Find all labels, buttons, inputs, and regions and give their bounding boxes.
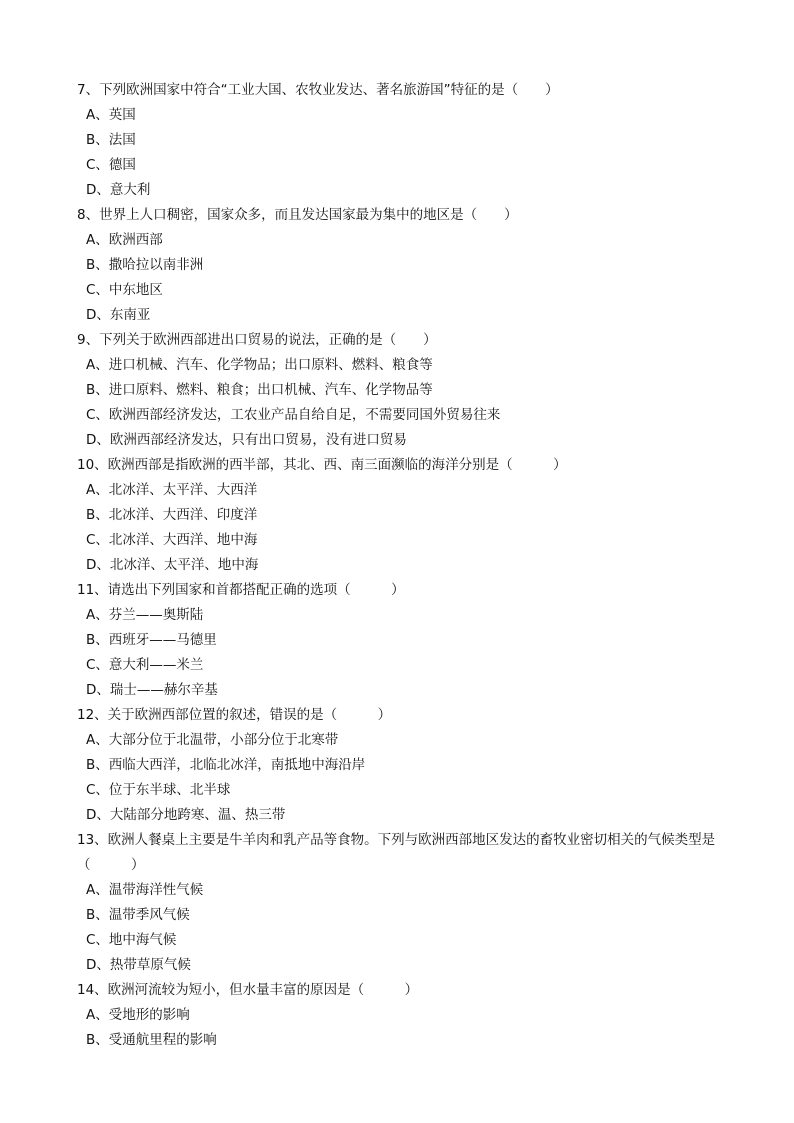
question-8-option-c: C、中东地区 — [86, 282, 163, 298]
question-13-option-d: D、热带草原气候 — [86, 957, 191, 973]
question-13-stem: 13、欧洲人餐桌上主要是牛羊肉和乳产品等食物。下列与欧洲西部地区发达的畜牧业密切相关的气候类型是（ ） — [77, 832, 716, 873]
question-11-stem: 11、请选出下列国家和首都搭配正确的选项（ ） — [77, 582, 405, 598]
question-12-option-b: B、西临大西洋，北临北冰洋，南抵地中海沿岸 — [86, 757, 366, 773]
question-12-option-a: A、大部分位于北温带，小部分位于北寒带 — [86, 732, 339, 748]
question-7-stem: 7、下列欧洲国家中符合“工业大国、农牧业发达、著名旅游国”特征的是（ ） — [77, 82, 559, 98]
question-13-option-a: A、温带海洋性气候 — [86, 882, 204, 898]
question-7-option-d: D、意大利 — [86, 182, 151, 198]
question-8-option-a: A、欧洲西部 — [86, 232, 163, 248]
question-list — [77, 78, 727, 1053]
question-7-option-a: A、英国 — [86, 107, 136, 123]
question-14-option-b: B、受通航里程的影响 — [86, 1032, 217, 1048]
question-11-option-d: D、瑞士——赫尔辛基 — [86, 682, 218, 698]
question-8-option-b: B、撒哈拉以南非洲 — [86, 257, 204, 273]
question-10-stem: 10、欧洲西部是指欧洲的西半部，其北、西、南三面濒临的海洋分别是（ ） — [77, 457, 567, 473]
question-9-option-a: A、进口机械、汽车、化学物品；出口原料、燃料、粮食等 — [86, 357, 433, 373]
question-10-option-d: D、北冰洋、太平洋、地中海 — [86, 557, 259, 573]
question-13-option-c: C、地中海气候 — [86, 932, 177, 948]
question-14-stem: 14、欧洲河流较为短小，但水量丰富的原因是（ ） — [77, 982, 419, 998]
question-13-option-b: B、温带季风气候 — [86, 907, 190, 923]
question-8-option-d: D、东南亚 — [86, 307, 151, 323]
question-11-option-a: A、芬兰——奥斯陆 — [86, 607, 204, 623]
question-9-option-b: B、进口原料、燃料、粮食；出口机械、汽车、化学物品等 — [86, 382, 433, 398]
question-9-option-c: C、欧洲西部经济发达，工农业产品自给自足，不需要同国外贸易往来 — [86, 407, 501, 423]
question-11-option-b: B、西班牙——马德里 — [86, 632, 217, 648]
question-12-stem: 12、关于欧洲西部位置的叙述，错误的是（ ） — [77, 707, 392, 723]
question-9-option-d: D、欧洲西部经济发达，只有出口贸易，没有进口贸易 — [86, 432, 407, 448]
question-7-option-b: B、法国 — [86, 132, 136, 148]
question-11-option-c: C、意大利——米兰 — [86, 657, 204, 673]
question-7-option-c: C、德国 — [86, 157, 136, 173]
question-10-option-a: A、北冰洋、太平洋、大西洋 — [86, 482, 258, 498]
question-10-option-b: B、北冰洋、大西洋、印度洋 — [86, 507, 258, 523]
question-14-option-a: A、受地形的影响 — [86, 1007, 190, 1023]
question-10-option-c: C、北冰洋、大西洋、地中海 — [86, 532, 258, 548]
question-9-stem: 9、下列关于欧洲西部进出口贸易的说法，正确的是（ ） — [77, 332, 437, 348]
question-12-option-d: D、大陆部分地跨寒、温、热三带 — [86, 807, 286, 823]
question-8-stem: 8、世界上人口稠密，国家众多，而且发达国家最为集中的地区是（ ） — [77, 207, 518, 223]
question-12-option-c: C、位于东半球、北半球 — [86, 782, 231, 798]
